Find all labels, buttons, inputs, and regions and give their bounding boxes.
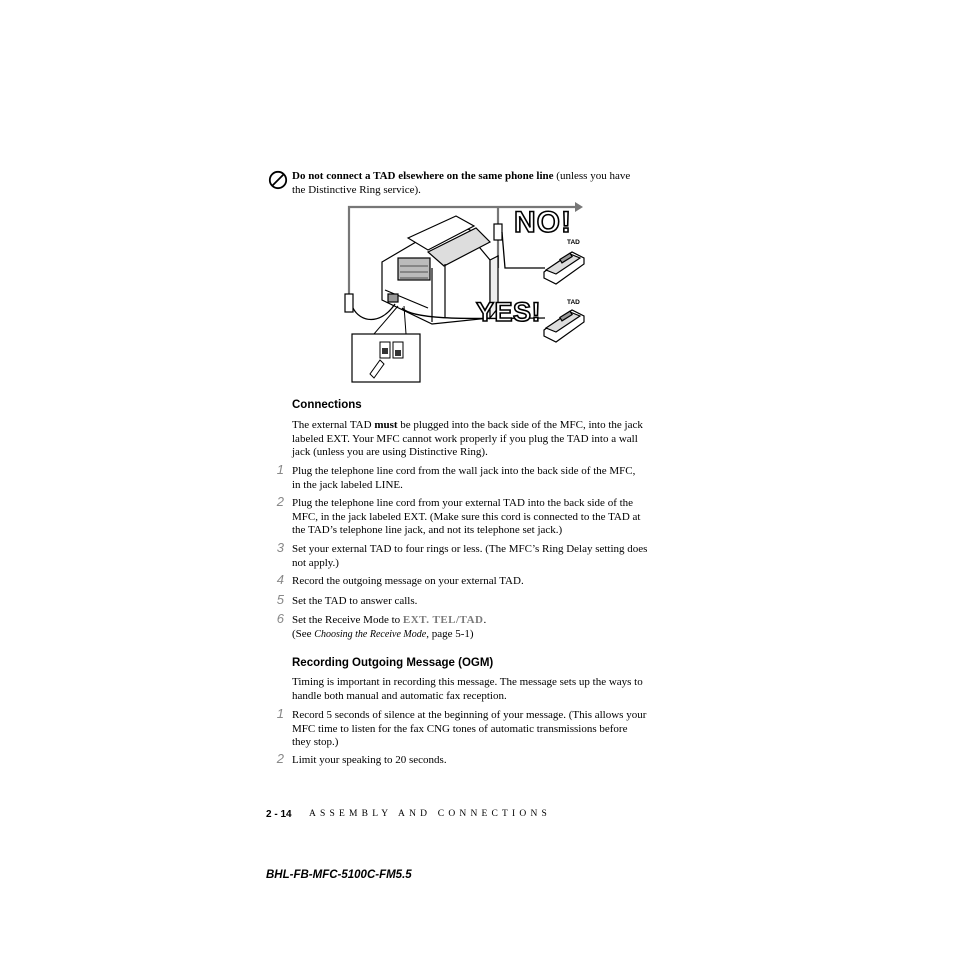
tad-device-top-drawing [544,252,584,284]
step6-post: . [483,614,487,626]
step-text [292,614,672,641]
intro-line2: labeled EXT. Your MFC cannot work properly if you plug the TAD into a wall [292,432,638,445]
tad-label-top: TAD [567,239,580,246]
intro-line3: jack (unless you are using Distinctive Ring). [292,446,488,458]
step-text [292,575,672,589]
step6-pre: Set the Receive Mode to [292,614,403,626]
step-number: 1 [276,706,284,721]
step-text [292,595,672,609]
tad-label-bottom: TAD [567,299,580,306]
step-number: 2 [276,751,284,766]
step-line: the TAD’s telephone line jack, and not its telephone set jack.) [292,524,563,536]
step-number: 4 [276,572,284,587]
document-id: BHL-FB-MFC-5100C-FM5.5 [266,869,412,881]
step-text [292,497,672,538]
step-line: Limit your speaking to 20 seconds. [292,754,447,766]
step-number: 1 [276,462,284,477]
step-number: 5 [276,592,284,607]
ogm-intro [292,676,672,703]
warning-line2: the Distinctive Ring service). [292,183,421,196]
step-text [292,543,672,570]
section-title: ASSEMBLY AND CONNECTIONS [309,809,552,819]
tad-connection-diagram [340,200,590,386]
tad-device-bottom-drawing [544,310,584,342]
page-number: 2 - 14 [266,809,292,820]
see-pre: (See [292,627,315,640]
ogm-intro-line: Timing is important in recording this message. The message sets up the ways to [292,676,643,688]
step-line: in the jack labeled LINE. [292,478,403,491]
step-line: they stop.) [292,736,339,748]
intro-pre: The external TAD [292,419,375,431]
step-line: MFC, in the jack labeled EXT. (Make sure this cord is connected to the TAD at [292,510,641,523]
intro-bold: must [374,419,398,431]
ogm-heading: Recording Outgoing Message (OGM) [292,657,494,669]
step-text [292,465,672,492]
step-line: MFC time to listen for the fax CNG tones of automatic transmissions before [292,722,628,735]
step-line: not apply.) [292,556,339,569]
intro-post: be plugged into the back side of the MFC, into the jack [397,419,643,431]
step-line: Set your external TAD to four rings or less. (The MFC’s Ring Delay setting does [292,543,648,555]
step-number: 6 [276,611,284,626]
step-line: Plug the telephone line cord from your external TAD into the back side of the [292,497,634,509]
yes-label: YES! [476,297,542,327]
warning-text [292,170,672,197]
warning-bold: Do not connect a TAD elsewhere on the same phone line [292,170,554,182]
step-line: Record the outgoing message on your external TAD. [292,575,524,587]
step-number: 2 [276,494,284,509]
no-label: NO! [514,206,572,239]
warning-rest: (unless you have [553,170,631,182]
step-number: 3 [276,540,284,555]
cross-reference: Choosing the Receive Mode [314,628,427,640]
step-line: Set the TAD to answer calls. [292,595,418,607]
step-text [292,709,672,750]
connections-heading: Connections [292,399,362,411]
connections-intro [292,419,672,460]
step-line: Record 5 seconds of silence at the beginning of your message. (This allows your [292,709,647,721]
see-post: , page 5-1) [426,627,474,640]
step-text [292,754,672,768]
step-line: Plug the telephone line cord from the wall jack into the back side of the MFC, [292,465,636,477]
ogm-intro-line: handle both manual and automatic fax reception. [292,689,507,702]
receive-mode-value: EXT. TEL/TAD [402,614,484,626]
no-entry-icon [268,170,288,190]
